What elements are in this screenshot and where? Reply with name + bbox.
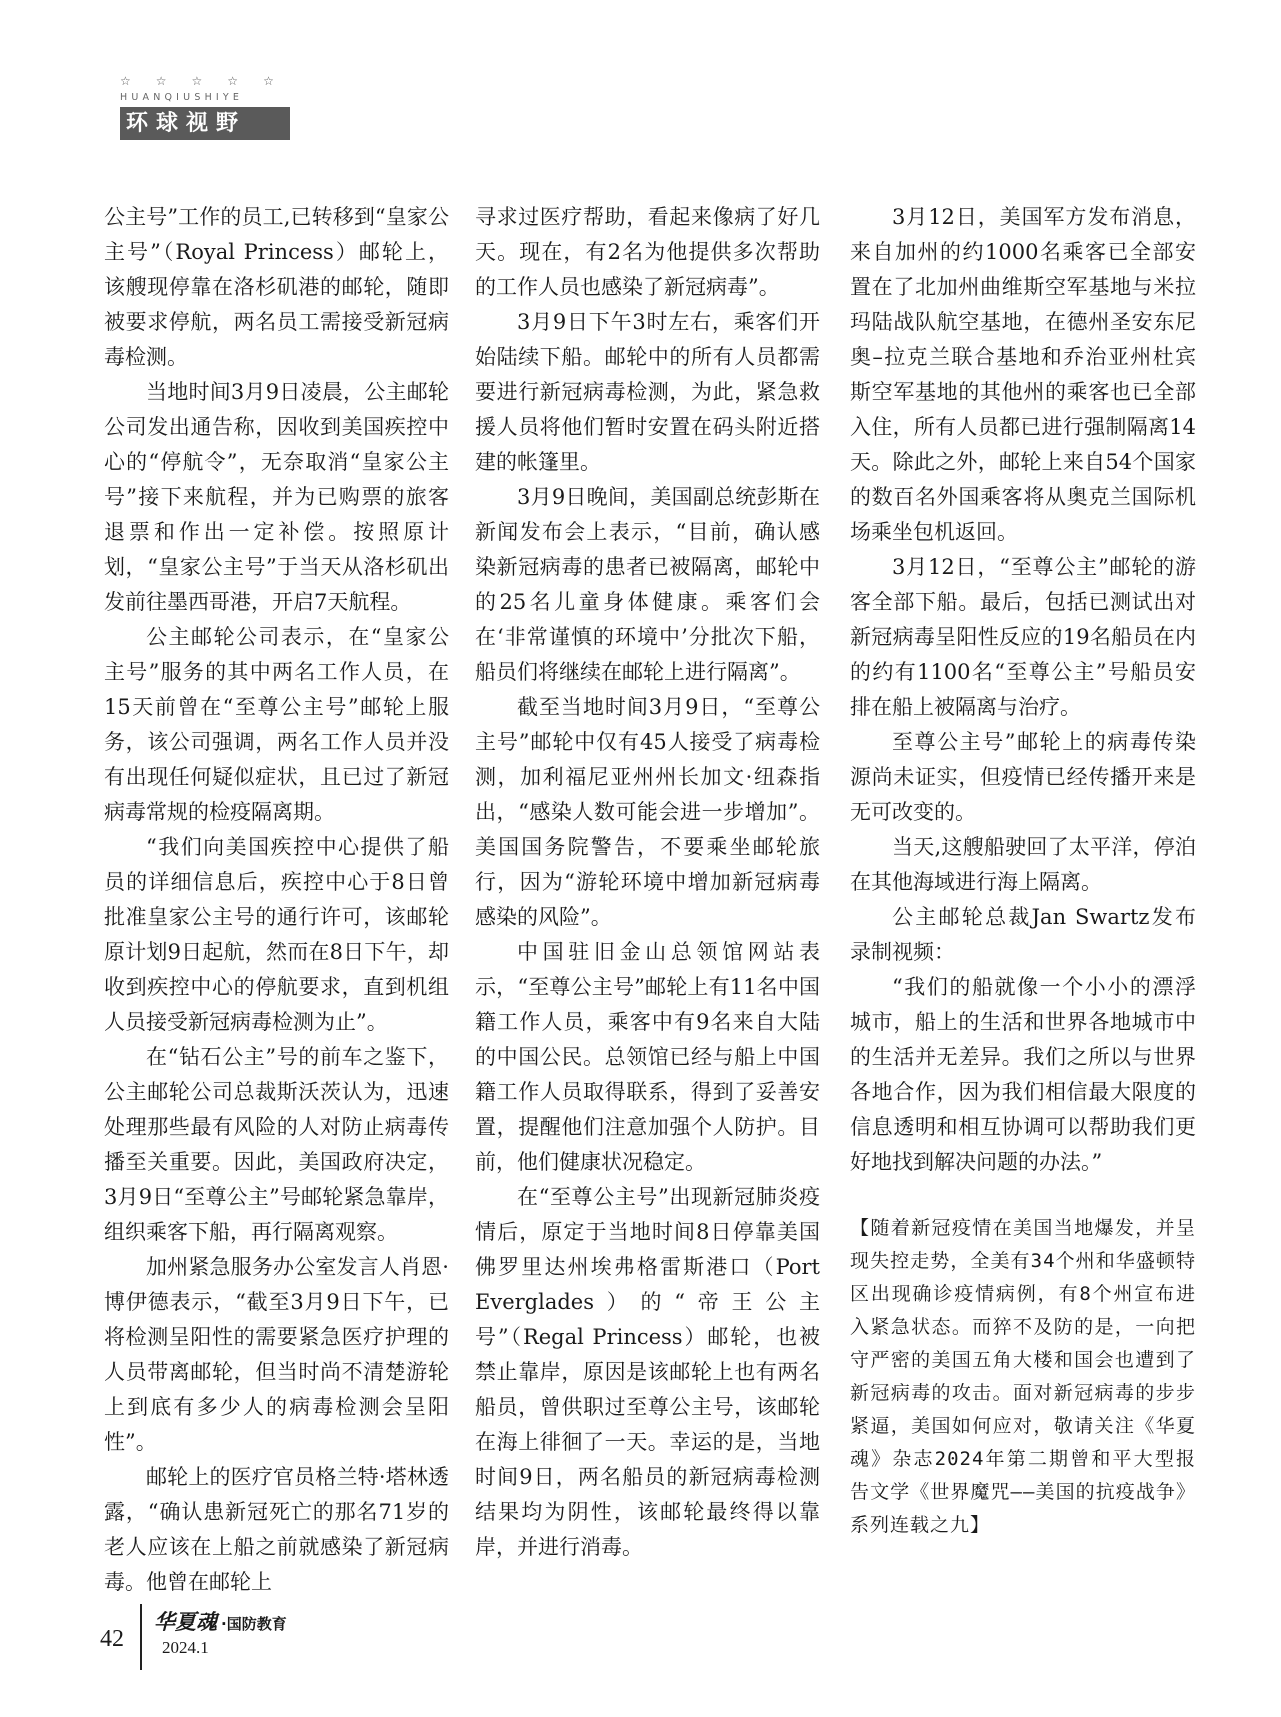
paragraph: 中国驻旧金山总领馆网站表示，“至尊公主号”邮轮上有11名中国籍工作人员，乘客中有9名来自大陆的中国公民。总领馆已经与船上中国籍工作人员取得联系，得到了妥善安置，提醒他们注意加强个人防护。目前，他们健康状况稳定。 bbox=[475, 940, 820, 1174]
magazine-section: ·国防教育 bbox=[221, 1615, 287, 1633]
paragraph: 加州紧急服务办公室发言人肖恩·博伊德表示，“截至3月9日下午，已将检测呈阳性的需要紧急医疗护理的人员带离邮轮，但当时尚不清楚游轮上到底有多少人的病毒检测会呈阳性”。 bbox=[104, 1255, 449, 1454]
star-icon: ☆ bbox=[227, 74, 239, 88]
paragraph: 在“钻石公主”号的前车之鉴下，公主邮轮公司总裁斯沃茨认为，迅速处理那些最有风险的人对防止病毒传播至关重要。因此，美国政府决定，3月9日“至尊公主”号邮轮紧急靠岸，组织乘客下船，再行隔离观察。 bbox=[104, 1045, 449, 1244]
paragraph: 至尊公主号”邮轮上的病毒传染源尚未证实，但疫情已经传播开来是无可改变的。 bbox=[850, 730, 1196, 824]
star-icon: ☆ bbox=[191, 74, 203, 88]
footer-divider bbox=[140, 1604, 142, 1670]
paragraph: 3月12日，美国军方发布消息，来自加州的约1000名乘客已全部安置在了北加州曲维斯空军基地与米拉玛陆战队航空基地，在德州圣安东尼奥–拉克兰联合基地和乔治亚州杜宾斯空军基地的其他州的乘客也已全部入住，所有人员都已进行强制隔离14天。除此之外，邮轮上来自54个国家的数百名外国乘客将从奥克兰国际机场乘坐包机返回。 bbox=[850, 205, 1196, 544]
paragraph: 公主邮轮公司表示，在“皇家公主号”服务的其中两名工作人员，在15天前曾在“至尊公主号”邮轮上服务，该公司强调，两名工作人员并没有出现任何疑似症状，且已过了新冠病毒常规的检疫隔离期。 bbox=[104, 625, 449, 824]
paragraph: 截至当地时间3月9日，“至尊公主号”邮轮中仅有45人接受了病毒检测，加利福尼亚州州长加文·纽森指出，“感染人数可能会进一步增加”。美国国务院警告，不要乘坐邮轮旅行，因为“游轮环境中增加新冠病毒感染的风险”。 bbox=[475, 695, 820, 929]
paragraph: 公主号”工作的员工,已转移到“皇家公主号”（Royal Princess）邮轮上，该艘现停靠在洛杉矶港的邮轮，随即被要求停航，两名员工需接受新冠病毒检测。 bbox=[104, 205, 449, 369]
article-column-1 bbox=[104, 200, 449, 1600]
paragraph: 公主邮轮总裁Jan Swartz发布录制视频： bbox=[850, 905, 1196, 964]
magazine-masthead bbox=[154, 1606, 287, 1636]
magazine-name: 华夏魂 bbox=[154, 1609, 217, 1634]
page-header bbox=[120, 74, 320, 140]
paragraph: 3月12日，“至尊公主”邮轮的游客全部下船。最后，包括已测试出对新冠病毒呈阳性反应的19名船员在内的约有1100名“至尊公主”号船员安排在船上被隔离与治疗。 bbox=[850, 555, 1196, 719]
star-icon: ☆ bbox=[263, 74, 274, 88]
paragraph: 在“至尊公主号”出现新冠肺炎疫情后，原定于当地时间8日停靠美国佛罗里达州埃弗格雷斯港口（Port Everglades）的“帝王公主号”（Regal Princess）邮轮，也被禁止靠岸，原因是该邮轮上也有两名船员，曾供职过至尊公主号，该邮轮在海上徘徊了一天。幸运的是，当地时间9日，两名船员的新冠病毒检测结果均为阴性，该邮轮最终得以靠岸，并进行消毒。 bbox=[475, 1185, 820, 1559]
paragraph: 当地时间3月9日凌晨，公主邮轮公司发出通告称，因收到美国疾控中心的“停航令”，无奈取消“皇家公主号”接下来航程，并为已购票的旅客退票和作出一定补偿。按照原计划，“皇家公主号”于当天从洛杉矶出发前往墨西哥港，开启7天航程。 bbox=[104, 380, 449, 614]
paragraph: 3月9日下午3时左右，乘客们开始陆续下船。邮轮中的所有人员都需要进行新冠病毒检测，为此，紧急救援人员将他们暂时安置在码头附近搭建的帐篷里。 bbox=[475, 310, 820, 474]
star-icon: ☆ bbox=[120, 74, 131, 88]
paragraph: 寻求过医疗帮助，看起来像病了好几天。现在，有2名为他提供多次帮助的工作人员也感染了新冠病毒”。 bbox=[475, 205, 820, 299]
section-pinyin: HUANQIUSHIYE bbox=[120, 92, 244, 103]
editor-note: 【随着新冠疫情在美国当地爆发，并呈现失控走势，全美有34个州和华盛顿特区出现确诊疫情病例，有8个州宣布进入紧急状态。而猝不及防的是，一向把守严密的美国五角大楼和国会也遭到了新冠病毒的攻击。面对新冠病毒的步步紧逼，美国如何应对，敬请关注《华夏魂》杂志2024年第二期曾和平大型报告文学《世界魔咒——美国的抗疫战争》系列连载之九】 bbox=[850, 1217, 1196, 1536]
paragraph: 邮轮上的医疗官员格兰特·塔林透露，“确认患新冠死亡的那名71岁的老人应该在上船之前就感染了新冠病毒。他曾在邮轮上 bbox=[104, 1465, 449, 1594]
paragraph: 当天,这艘船驶回了太平洋，停泊在其他海域进行海上隔离。 bbox=[850, 835, 1196, 894]
star-decoration bbox=[120, 74, 320, 88]
article-column-3 bbox=[850, 200, 1196, 1542]
paragraph: 3月9日晚间，美国副总统彭斯在新闻发布会上表示，“目前，确认感染新冠病毒的患者已被隔离，邮轮中的25名儿童身体健康。乘客们会在‘非常谨慎的环境中’分批次下船，船员们将继续在邮轮上进行隔离”。 bbox=[475, 485, 820, 684]
paragraph: “我们向美国疾控中心提供了船员的详细信息后，疾控中心于8日曾批准皇家公主号的通行许可，该邮轮原计划9日起航，然而在8日下午，却收到疾控中心的停航要求，直到机组人员接受新冠病毒检测为止”。 bbox=[104, 835, 449, 1034]
article-column-2 bbox=[475, 200, 820, 1565]
paragraph: “我们的船就像一个小小的漂浮城市，船上的生活和世界各地城市中的生活并无差异。我们之所以与世界各地合作，因为我们相信最大限度的信息透明和相互协调可以帮助我们更好地找到解决问题的办法。” bbox=[850, 975, 1196, 1174]
page-number: 42 bbox=[100, 1626, 124, 1652]
star-icon: ☆ bbox=[155, 74, 167, 88]
issue-number: 2024.1 bbox=[162, 1638, 209, 1657]
section-title: 环球视野 bbox=[120, 107, 290, 140]
